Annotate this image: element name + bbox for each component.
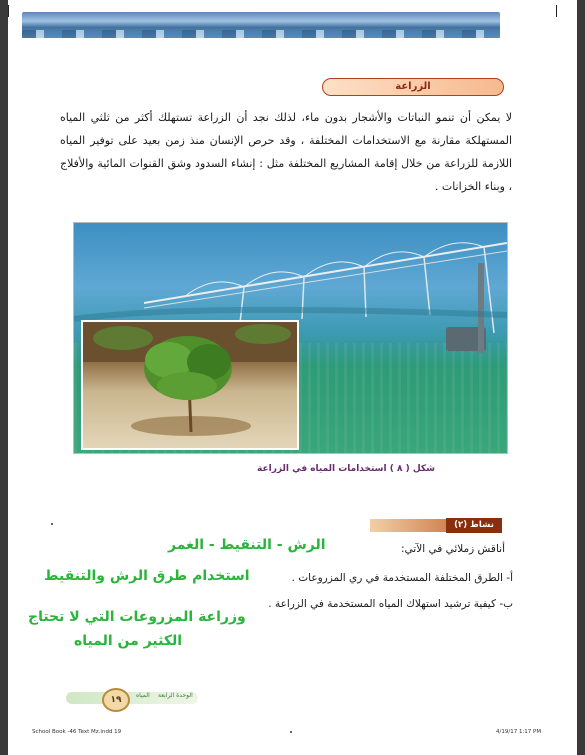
activity-item-a: أ- الطرق المختلفة المستخدمة في ري المزروعات .: [291, 572, 513, 584]
activity-item-b: ب- كيفية ترشيد استهلاك المياه المستخدمة في الزراعة .: [268, 598, 513, 610]
crop-mark: [8, 5, 9, 17]
header-banner-image: [22, 12, 500, 38]
footer-unit-label: الوحدة الرابعة: [158, 692, 193, 699]
tree-inset-photo: [81, 320, 299, 450]
irrigation-photo: [73, 222, 508, 454]
footer-unit-subject: المياه: [136, 692, 150, 699]
book-page: [8, 0, 577, 755]
young-tree-illustration: [83, 322, 297, 448]
figure-caption: شكل ( ٨ ) استخدامات المياه في الزراعة: [257, 464, 435, 474]
handwritten-answer-methods: الرش - التنقيط - الغمر: [168, 537, 326, 553]
crop-mark: [556, 5, 557, 17]
section-title: الزراعة: [322, 78, 504, 96]
handwritten-answer-crops-line2: الكثير من المياه: [74, 633, 183, 649]
handwritten-answer-crops-line1: وزراعة المزروعات التي لا تحتاج: [28, 609, 246, 625]
page-number: ١٩: [102, 688, 130, 712]
margin-dot: [51, 523, 53, 525]
print-slug-date: 4/19/17 1:17 PM: [496, 729, 542, 735]
activity-tag: نشاط (٢): [446, 518, 502, 533]
handwritten-answer-sprinkler-drip: استخدام طرق الرش والتنقيط: [44, 568, 250, 584]
activity-intro: أناقش زملائي في الآتي:: [401, 543, 505, 555]
print-slug-filename: School Book -46 Text Mz.indd 19: [32, 729, 122, 735]
print-registration-mark: [290, 731, 292, 733]
body-paragraph: لا يمكن أن تنمو النباتات والأشجار بدون ماء، لذلك نجد أن الزراعة تستهلك أكثر من ثلثي المياه المستهلكة مقارنة مع الاستخدامات المختلفة ، وقد حرص الإنسان منذ زمن بعيد على توفير المياه اللازمة للزراعة من خلال إقامة المشاريع المختلفة مثل : إنشاء السدود وشق القنوات المائية والأفلاج ، وبناء الخزانات .: [60, 111, 512, 193]
